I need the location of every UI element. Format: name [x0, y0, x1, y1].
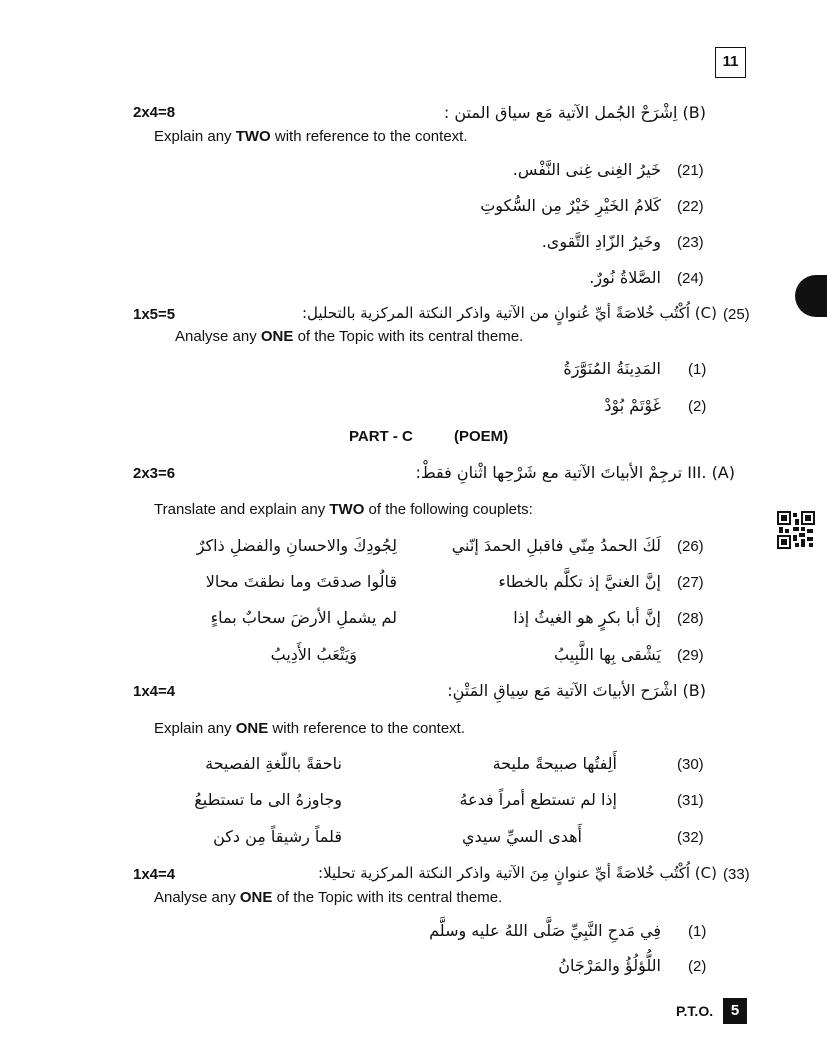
couplet-27-number: (27) — [677, 574, 704, 591]
couplet-31-number: (31) — [677, 792, 704, 809]
section-c1-heading-arabic: (C) اُكْتُب خُلاصَةً أيِّ عُنوانٍ من الآتية واذكر النكتة المركزية بالتحليل: — [301, 304, 717, 322]
couplet-30-number: (30) — [677, 756, 704, 773]
question-21-text: خَيرُ الغِنى غِنى النَّفْس. — [512, 160, 661, 179]
couplet-30-second-hemistich: ناحقةً باللّغةِ الفصيحة — [205, 754, 342, 773]
question-24-number: (24) — [677, 270, 704, 287]
couplet-31-second-hemistich: وجاوزهُ الى ما تستطيعُ — [194, 790, 342, 809]
couplet-31-first-hemistich: إذا لم تستطع أمراً فدعهُ — [459, 790, 617, 809]
section-b3-heading-arabic: (B) اشْرَح الأبياتَ الآتية مَع سِياقِ المَتْنِ: — [447, 681, 706, 700]
couplet-26-number: (26) — [677, 538, 704, 555]
part-c-sublabel: (POEM) — [454, 428, 509, 445]
couplet-26-first-hemistich: لَكَ الحمدُ مِنّي فاقبلِ الحمدَ إنّني — [451, 536, 661, 555]
question-22-number: (22) — [677, 198, 704, 215]
section-b1-instruction: Explain any TWO with reference to the context. — [154, 128, 468, 145]
topic-33-2-number: (2) — [688, 958, 707, 975]
topic-2-text: غَوْتَمْ بُوْدْ — [604, 396, 661, 415]
topic-1-number: (1) — [688, 361, 707, 378]
sheet-number: 5 — [723, 998, 747, 1024]
section-b1-heading-arabic: (B) اِشْرَحْ الجُمل الآتية مَع سياق المتن : — [443, 103, 706, 122]
couplet-29-first-hemistich: يَشْقى بِها اللَّبِيبُ — [553, 645, 661, 664]
couplet-27-first-hemistich: إنَّ الغنيَّ إذ تكلَّم بالخطاء — [498, 572, 661, 591]
section-a3-instruction: Translate and explain any TWO of the following couplets: — [154, 501, 533, 518]
topic-1-text: المَدِينَةُ المُنَوَّرَةُ — [563, 359, 661, 378]
question-24-text: الصَّلاةُ نُورٌ. — [589, 268, 661, 287]
question-21-number: (21) — [677, 162, 704, 179]
couplet-32-first-hemistich: أَهدى السيِّ سيدي — [461, 827, 582, 846]
section-c1-instruction: Analyse any ONE of the Topic with its central theme. — [175, 328, 524, 345]
couplet-26-second-hemistich: لِجُودِكَ والاحسانِ والفضلِ ذاكرٌ — [196, 536, 397, 555]
couplet-28-second-hemistich: لم يشملِ الأرضَ سحابٌ بماءٍ — [210, 608, 397, 627]
question-33-number: (33) — [723, 866, 750, 883]
couplet-32-number: (32) — [677, 829, 704, 846]
part-c-label: PART - C — [349, 428, 413, 445]
couplet-32-second-hemistich: قلماً رشيقاً مِن دكن — [213, 827, 342, 846]
page-number: 11 — [715, 47, 746, 78]
section-a3-marks: 2x3=6 — [133, 465, 176, 482]
topic-33-2-text: اللُّؤلُؤُ والمَرْجَانُ — [558, 956, 661, 975]
question-23-number: (23) — [677, 234, 704, 251]
question-25-number: (25) — [723, 306, 750, 323]
couplet-27-second-hemistich: قالُوا صدقتَ وما نطقتَ محالا — [205, 572, 397, 591]
couplet-28-first-hemistich: إنَّ أبا بكرٍ هو الغيثُ إذا — [513, 608, 661, 627]
section-c3-heading-arabic: (C) اُكْتُب خُلاصَةً أيِّ عنوانٍ مِنَ الآتية واذكر النكتة المركزية تحليلا: — [318, 864, 717, 882]
couplet-28-number: (28) — [677, 610, 704, 627]
section-b3-marks: 1x4=4 — [133, 683, 176, 700]
section-a3-heading-arabic: III. (A) ترجِمْ الأبياتَ الآتية مع شَرْحِها اثْنانِ فقطْ: — [415, 463, 735, 482]
section-b1-marks: 2x4=8 — [133, 104, 176, 121]
topic-33-1-text: فِي مَدحِ النَّبِيِّ صَلَّى اللهُ عليه وسلَّم — [429, 921, 661, 940]
couplet-30-first-hemistich: أَلِفتُها صبيحةً مليحة — [492, 754, 617, 773]
section-c3-instruction: Analyse any ONE of the Topic with its central theme. — [154, 889, 503, 906]
section-c3-marks: 1x4=4 — [133, 866, 176, 883]
question-22-text: كَلامُ الخَيْرِ خَيْرٌ مِن السُّكوتِ — [480, 196, 661, 215]
section-c1-marks: 1x5=5 — [133, 306, 176, 323]
couplet-29-number: (29) — [677, 647, 704, 664]
qr-code-icon — [777, 511, 815, 549]
pto-label: P.T.O. — [676, 1003, 714, 1019]
section-b3-instruction: Explain any ONE with reference to the context. — [154, 720, 466, 737]
topic-33-1-number: (1) — [688, 923, 707, 940]
side-tab-marker — [795, 275, 827, 317]
question-23-text: وخَيرُ الزّادِ التَّقوى. — [541, 232, 661, 251]
couplet-29-second-hemistich: وَيَتْعَبُ الأَدِيبُ — [270, 645, 357, 664]
topic-2-number: (2) — [688, 398, 707, 415]
